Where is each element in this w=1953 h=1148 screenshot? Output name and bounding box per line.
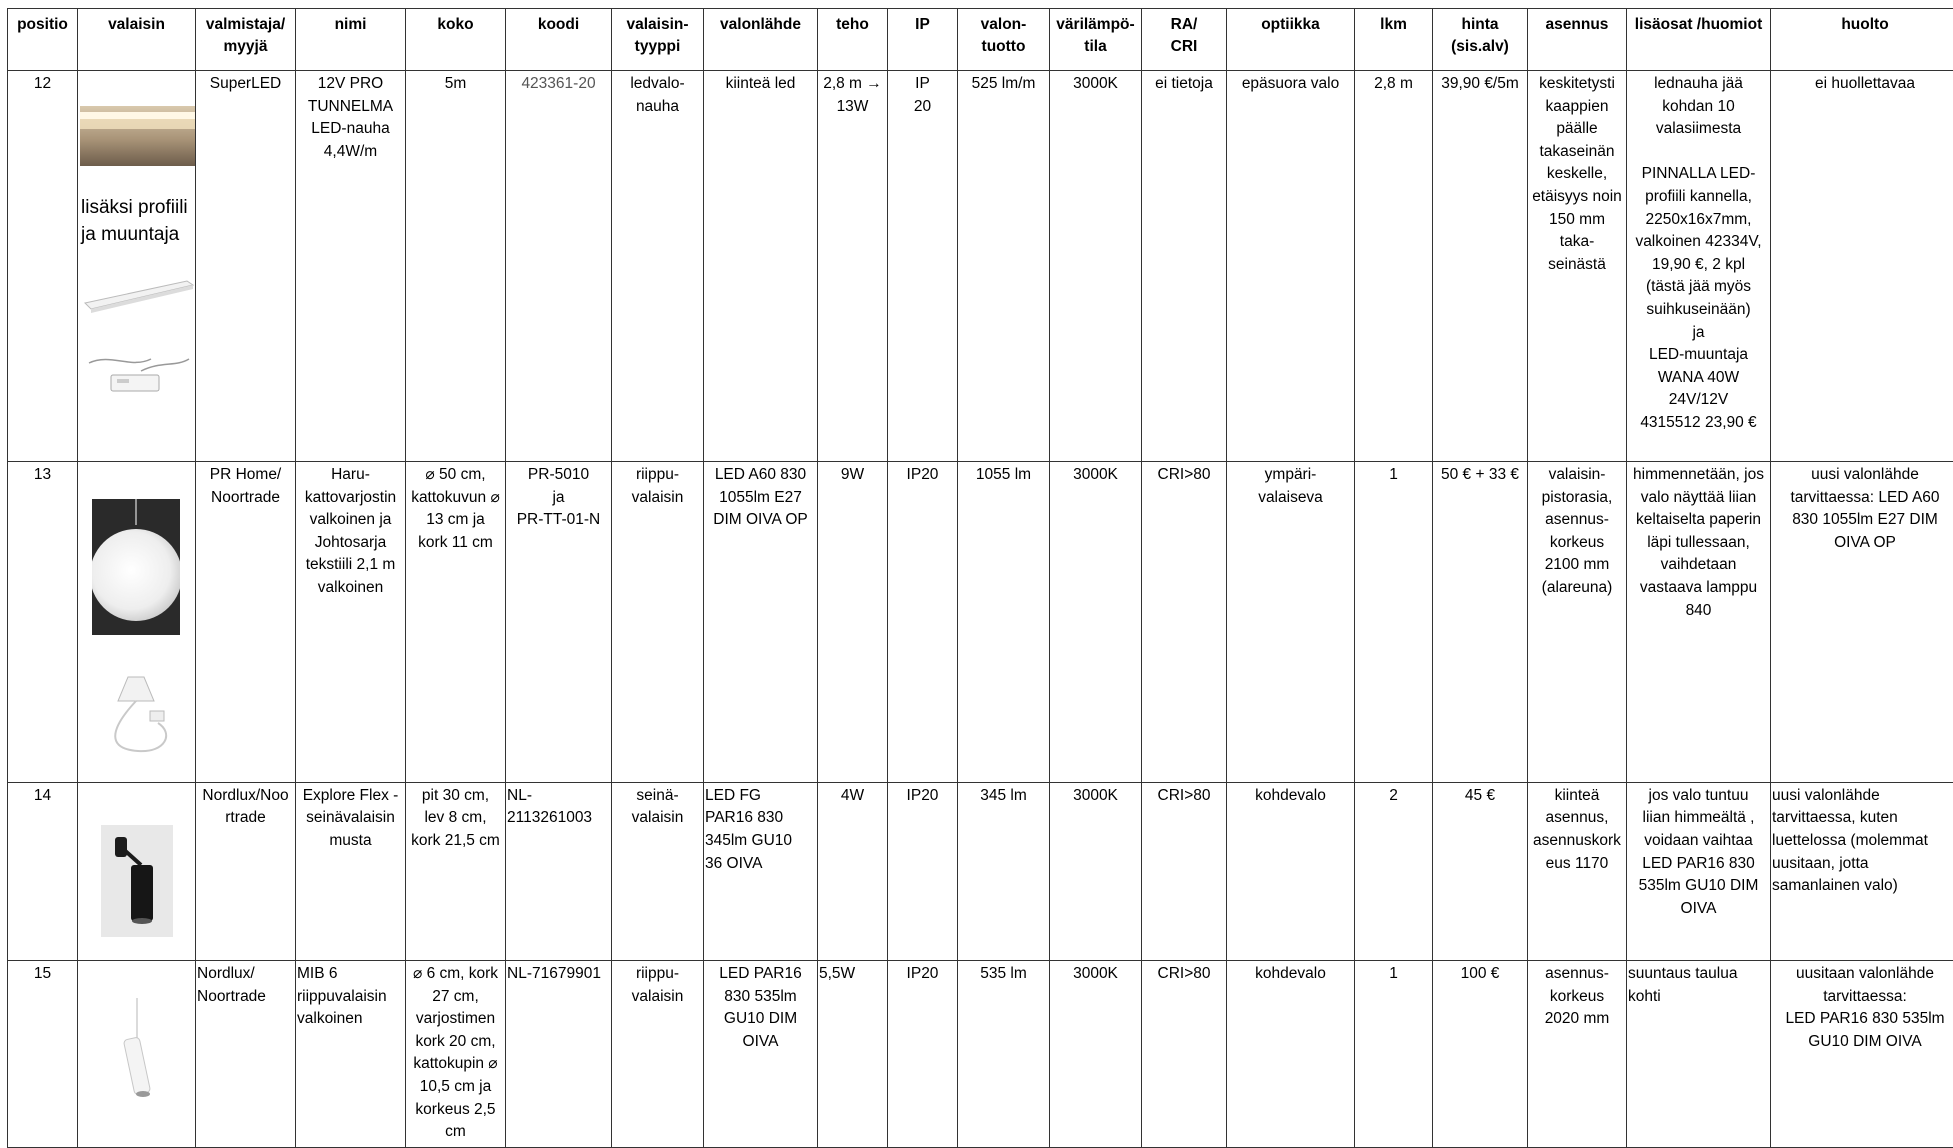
cell-valmistaja: SuperLED [196, 71, 296, 462]
cell-varilampotila: 3000K [1050, 960, 1142, 1147]
cell-valaisin [78, 71, 196, 462]
cell-teho: 9W [818, 462, 888, 783]
cell-teho: 4W [818, 782, 888, 960]
cell-lisaosat: himmennetään, jos valo näyttää liian keltaiselta paperin läpi tullessaan, vaihdetaan vastaava lamppu 840 [1627, 462, 1771, 783]
white-pendant-spot-photo [107, 998, 167, 1102]
header-varilampotila: värilämpö- tila [1050, 9, 1142, 71]
header-optiikka: optiikka [1227, 9, 1355, 71]
header-ip: IP [888, 9, 958, 71]
header-koko: koko [406, 9, 506, 71]
cell-koko: pit 30 cm, lev 8 cm, kork 21,5 cm [406, 782, 506, 960]
cell-optiikka: ympäri- valaiseva [1227, 462, 1355, 783]
cell-valonlahde: kiinteä led [704, 71, 818, 462]
cell-hinta: 100 € [1433, 960, 1528, 1147]
cell-koodi: NL-71679901 [506, 960, 612, 1147]
header-lisaosat: lisäosat /huomiot [1627, 9, 1771, 71]
cell-valmistaja: PR Home/ Noortrade [196, 462, 296, 783]
cell-valmistaja: Nordlux/Noo rtrade [196, 782, 296, 960]
header-row [8, 9, 1953, 71]
cell-huolto: uusitaan valonlähde tarvittaessa: LED PAR16 830 535lm GU10 DIM OIVA [1771, 960, 1953, 1147]
cell-cri: CRI>80 [1142, 782, 1227, 960]
cell-valontuotto: 525 lm/m [958, 71, 1050, 462]
cell-teho: 5,5W [818, 960, 888, 1147]
cell-asennus: valaisin- pistorasia, asennus- korkeus 2100 mm (alareuna) [1528, 462, 1627, 783]
cell-positio: 12 [8, 71, 78, 462]
paper-lantern-pendant-photo [92, 499, 180, 635]
cell-optiikka: kohdevalo [1227, 960, 1355, 1147]
header-cri: RA/ CRI [1142, 9, 1227, 71]
cell-valmistaja: Nordlux/ Noortrade [196, 960, 296, 1147]
cell-valonlahde: LED A60 830 1055lm E27 DIM OIVA OP [704, 462, 818, 783]
valaisin-extra-note: lisäksi profiili ja muuntaja [81, 194, 194, 248]
cell-cri: CRI>80 [1142, 462, 1227, 783]
cell-cri: ei tietoja [1142, 71, 1227, 462]
table-row [8, 782, 1953, 960]
black-wall-spot-photo [101, 825, 173, 937]
ceiling-cord-set-photo [88, 671, 184, 759]
cell-hinta: 50 € + 33 € [1433, 462, 1528, 783]
cell-ip: IP20 [888, 960, 958, 1147]
table-row [8, 462, 1953, 783]
cell-ip: IP20 [888, 782, 958, 960]
cell-valontuotto: 345 lm [958, 782, 1050, 960]
cell-valonlahde: LED FG PAR16 830 345lm GU10 36 OIVA [704, 782, 818, 960]
cell-varilampotila: 3000K [1050, 462, 1142, 783]
cell-positio: 15 [8, 960, 78, 1147]
cell-valaisin [78, 960, 196, 1147]
cell-asennus: keskitetysti kaappien päälle takaseinän keskelle, etäisyys noin 150 mm taka- seinästä [1528, 71, 1627, 462]
cell-nimi: 12V PRO TUNNELMA LED-nauha 4,4W/m [296, 71, 406, 462]
cell-lisaosat: lednauha jää kohdan 10 valasiimesta PINNALLA LED- profiili kannella, 2250x16x7mm, valkoinen 42334V, 19,90 €, 2 kpl (tästä jää myös suihkuseinään) ja LED-muuntaja WANA 40W 24V/12V 4315512 23,90 € [1627, 71, 1771, 462]
header-huolto: huolto [1771, 9, 1953, 71]
cell-positio: 14 [8, 782, 78, 960]
cell-optiikka: kohdevalo [1227, 782, 1355, 960]
table-row [8, 71, 1953, 462]
cell-lisaosat: jos valo tuntuu liian himmeältä , voidaan vaihtaa LED PAR16 830 535lm GU10 DIM OIVA [1627, 782, 1771, 960]
cell-ip: IP 20 [888, 71, 958, 462]
cell-nimi: MIB 6 riippuvalaisin valkoinen [296, 960, 406, 1147]
header-valonlahde: valonlähde [704, 9, 818, 71]
cell-nimi: Haru- kattovarjostin valkoinen ja Johtosarja tekstiili 2,1 m valkoinen [296, 462, 406, 783]
cell-tyyppi: ledvalo- nauha [612, 71, 704, 462]
cell-lkm: 2 [1355, 782, 1433, 960]
cell-huolto: ei huollettavaa [1771, 71, 1953, 462]
cell-koko: 5m [406, 71, 506, 462]
header-nimi: nimi [296, 9, 406, 71]
header-valmistaja: valmistaja/ myyjä [196, 9, 296, 71]
cell-lkm: 1 [1355, 960, 1433, 1147]
led-driver-photo [81, 349, 196, 401]
header-tyyppi: valaisin- tyyppi [612, 9, 704, 71]
header-valaisin: valaisin [78, 9, 196, 71]
cell-hinta: 45 € [1433, 782, 1528, 960]
led-strip-photo [80, 106, 196, 166]
cell-koodi: PR-5010 ja PR-TT-01-N [506, 462, 612, 783]
cell-positio: 13 [8, 462, 78, 783]
header-positio: positio [8, 9, 78, 71]
cell-huolto: uusi valonlähde tarvittaessa, kuten luettelossa (molemmat uusitaan, jotta samanlainen valo) [1771, 782, 1953, 960]
cell-lkm: 1 [1355, 462, 1433, 783]
cell-varilampotila: 3000K [1050, 782, 1142, 960]
cell-koodi: NL- 2113261003 [506, 782, 612, 960]
cell-valontuotto: 1055 lm [958, 462, 1050, 783]
header-lkm: lkm [1355, 9, 1433, 71]
header-koodi: koodi [506, 9, 612, 71]
cell-nimi: Explore Flex - seinävalaisin musta [296, 782, 406, 960]
cell-cri: CRI>80 [1142, 960, 1227, 1147]
table-row [8, 960, 1953, 1147]
cell-asennus: asennus- korkeus 2020 mm [1528, 960, 1627, 1147]
cell-valaisin [78, 462, 196, 783]
aluminium-profile-photo [81, 273, 196, 323]
cell-valontuotto: 535 lm [958, 960, 1050, 1147]
cell-hinta: 39,90 €/5m [1433, 71, 1528, 462]
cell-tyyppi: riippu- valaisin [612, 462, 704, 783]
cell-teho: 2,8 m → 13W [818, 71, 888, 462]
header-hinta: hinta (sis.alv) [1433, 9, 1528, 71]
luminaire-spec-table [7, 8, 1953, 1148]
cell-huolto: uusi valonlähde tarvittaessa: LED A60 830 1055lm E27 DIM OIVA OP [1771, 462, 1953, 783]
cell-ip: IP20 [888, 462, 958, 783]
cell-valonlahde: LED PAR16 830 535lm GU10 DIM OIVA [704, 960, 818, 1147]
cell-lisaosat: suuntaus taulua kohti [1627, 960, 1771, 1147]
header-teho: teho [818, 9, 888, 71]
cell-koodi: 423361-20 [506, 71, 612, 462]
cell-koko: ⌀ 6 cm, kork 27 cm, varjostimen kork 20 cm, kattokupin ⌀ 10,5 cm ja korkeus 2,5 cm [406, 960, 506, 1147]
cell-optiikka: epäsuora valo [1227, 71, 1355, 462]
cell-valaisin [78, 782, 196, 960]
cell-koko: ⌀ 50 cm, kattokuvun ⌀ 13 cm ja kork 11 cm [406, 462, 506, 783]
cell-tyyppi: riippu- valaisin [612, 960, 704, 1147]
header-valontuotto: valon- tuotto [958, 9, 1050, 71]
header-asennus: asennus [1528, 9, 1627, 71]
cell-tyyppi: seinä- valaisin [612, 782, 704, 960]
cell-lkm: 2,8 m [1355, 71, 1433, 462]
cell-asennus: kiinteä asennus, asennuskork eus 1170 [1528, 782, 1627, 960]
cell-varilampotila: 3000K [1050, 71, 1142, 462]
